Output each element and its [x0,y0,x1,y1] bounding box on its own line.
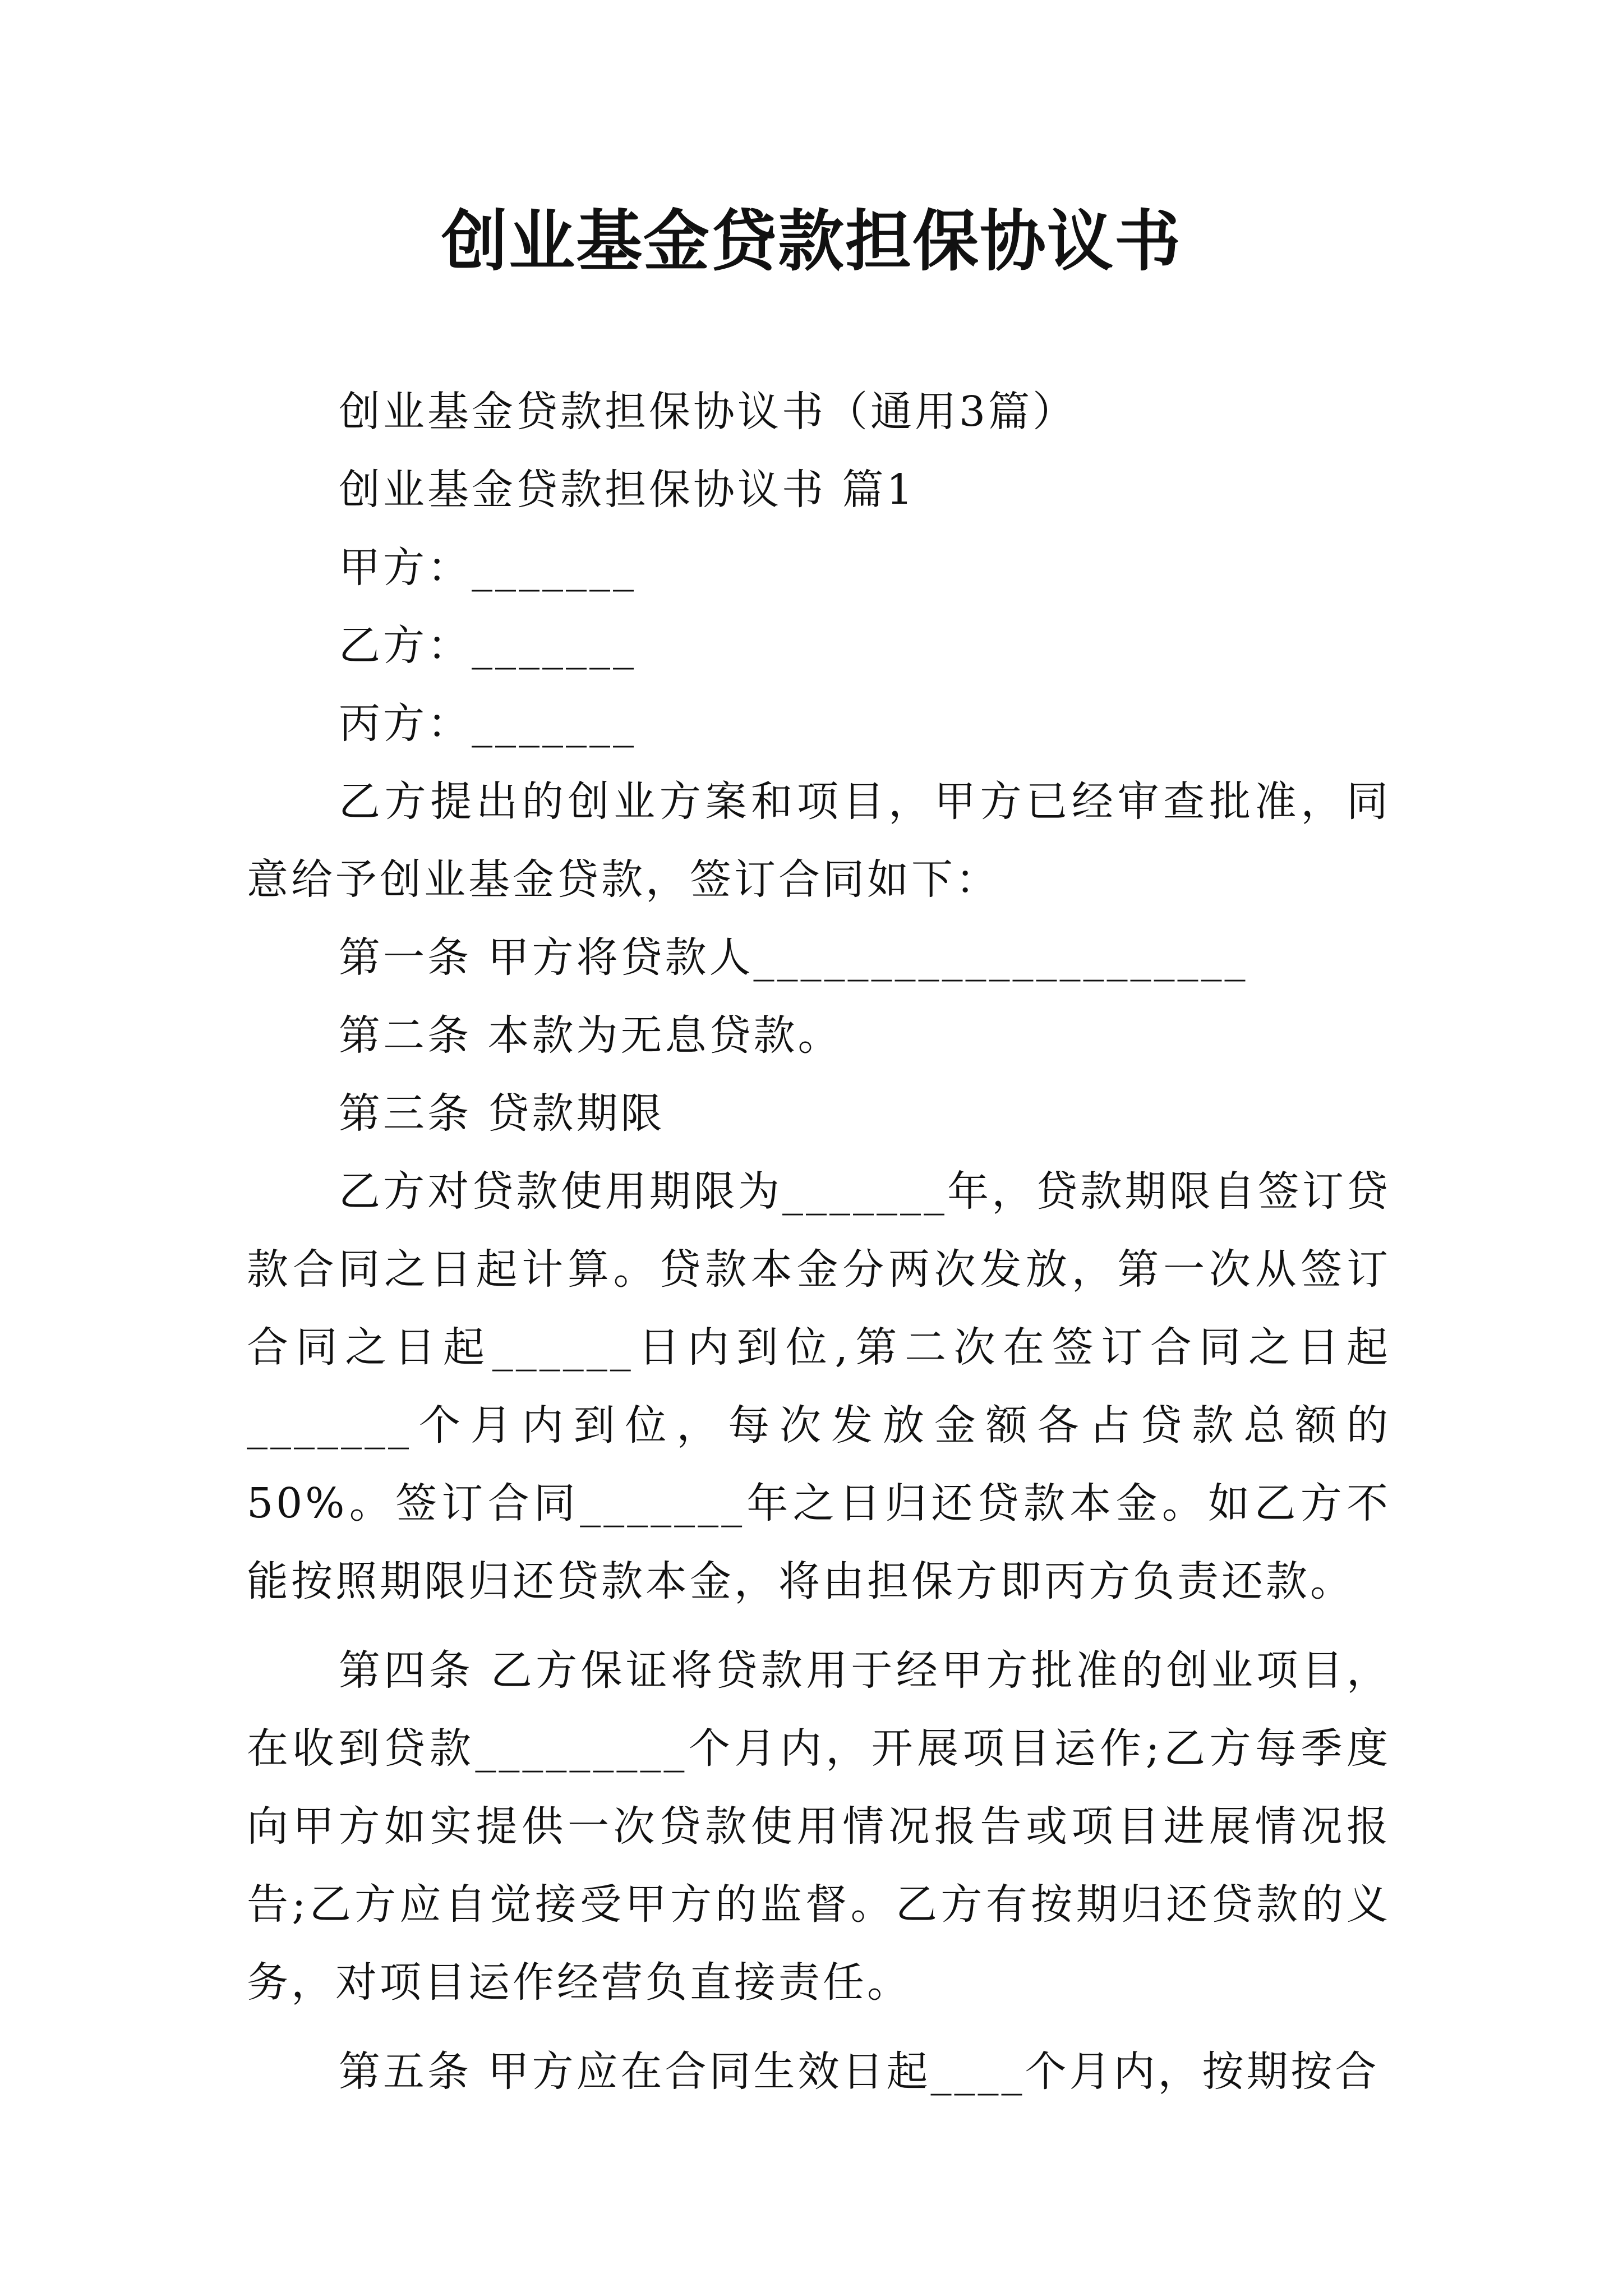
document-title: 创业基金贷款担保协议书 [441,202,1182,280]
paragraph-loan-term: 乙方对贷款使用期限为_______年，贷款期限自签订贷款合同之日起计算。贷款本金分两次发放，第一次从签订合同之日起______日内到位,第二次在签订合同之日起_______个月内到位，每次发放金额各占贷款总额的50%。签订合同_______年之日归还贷款本金。如乙方不能按照期限归还贷款本金，将由担保方即丙方负责还款。 [247,1167,1391,1605]
paragraph-article-5: 第五条 甲方应在合同生效日起____个月内，按期按合 [339,2047,1380,2096]
paragraph-intro: 乙方提出的创业方案和项目，甲方已经审查批准，同意给予创业基金贷款，签订合同如下： [247,777,1391,904]
document-body [247,373,1391,2111]
paragraph-article-3: 第三条 贷款期限 [339,1089,665,1138]
paragraph-section-heading: 创业基金贷款担保协议书 篇1 [339,466,916,514]
paragraph-party-b: 乙方：_______ [339,622,637,670]
paragraph-article-1: 第一条 甲方将贷款人_____________________ [339,933,1248,982]
paragraph-article-2: 第二条 本款为无息贷款。 [339,1011,842,1060]
paragraph-subtitle: 创业基金贷款担保协议书（通用3篇） [339,388,1077,436]
paragraph-article-4: 第四条 乙方保证将贷款用于经甲方批准的创业项目，在收到贷款_________个月内，开展项目运作;乙方每季度向甲方如实提供一次贷款使用情况报告或项目进展情况报告;乙方应自觉接受甲方的监督。乙方有按期归还贷款的义务，对项目运作经营负直接责任。 [247,1646,1391,2007]
paragraph-party-c: 丙方：_______ [339,700,637,748]
paragraph-party-a: 甲方：_______ [339,544,637,592]
